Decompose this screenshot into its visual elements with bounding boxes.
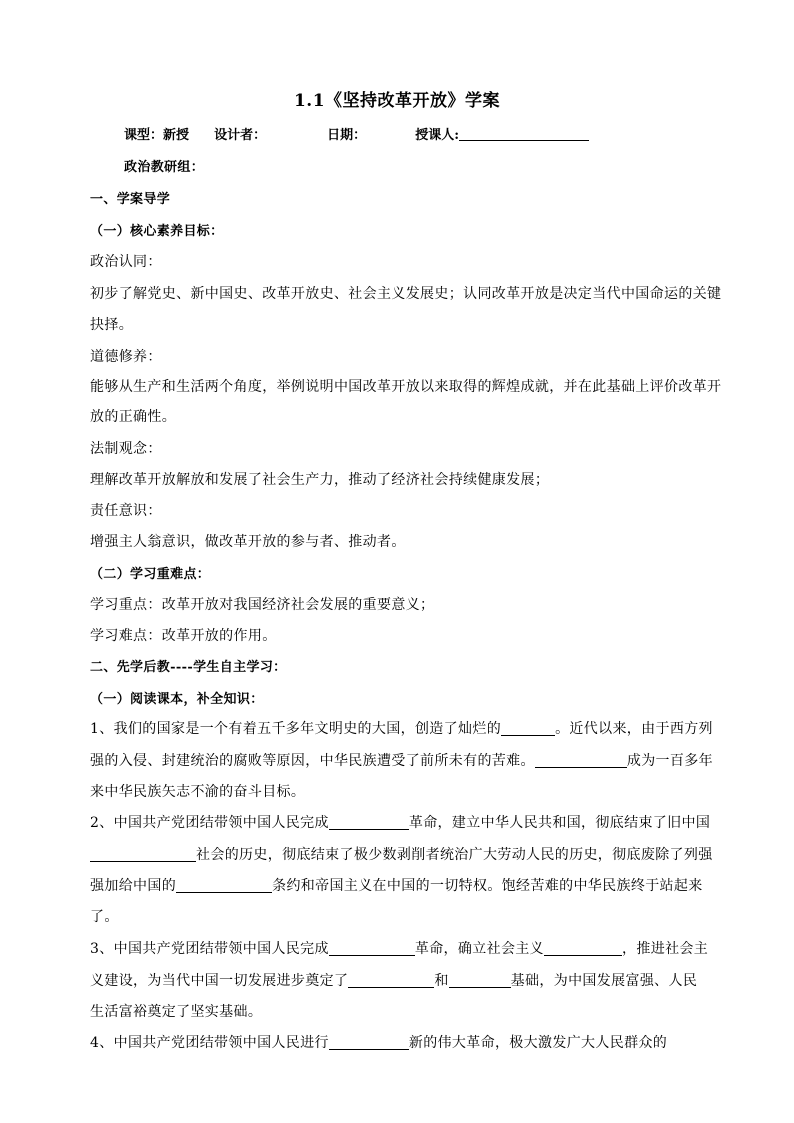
q2-line-3 — [90, 875, 703, 895]
q2-text-1a: 2、中国共产党团结带领中国人民完成 — [90, 815, 329, 831]
q3-line-3: 生活富裕奠定了坚实基础。 — [90, 1004, 263, 1020]
q4-blank-1[interactable] — [329, 1035, 409, 1050]
q1-text-1b: 。近代以来，由于西方列 — [555, 721, 713, 737]
q3-text-2a: 义建设，为当代中国一切发展进步奠定了 — [90, 973, 349, 989]
section-1-heading: 一、学案导学 — [90, 192, 171, 207]
political-label: 政治认同： — [90, 254, 162, 270]
q3-blank-1[interactable] — [329, 941, 415, 956]
q2-text-3a: 强加给中国的 — [90, 878, 177, 894]
section-1-sub-1: （一）核心素养目标： — [90, 224, 224, 239]
key-point: 学习重点：改革开放对我国经济社会发展的重要意义； — [90, 597, 435, 613]
section-1-sub-2: （二）学习重难点： — [90, 567, 211, 582]
teacher-label: 授课人: — [415, 128, 460, 143]
q1-line-1 — [90, 718, 713, 738]
designer-label: 设计者： — [214, 128, 267, 143]
q4-text-1a: 4、中国共产党团结带领中国人民进行 — [90, 1035, 329, 1051]
q3-text-1b: 革命，确立社会主义 — [414, 941, 545, 957]
q1-text-2b: 成为一百多年 — [626, 753, 713, 769]
q2-text-3b: 条约和帝国主义在中国的一切特权。饱经苦难的中华民族终于站起来 — [272, 878, 703, 894]
responsibility-label: 责任意识： — [90, 503, 162, 519]
q3-blank-3[interactable] — [348, 973, 434, 988]
q2-text-1b: 革命，建立中华人民共和国，彻底结束了旧中国 — [408, 815, 711, 831]
meta-row — [124, 124, 589, 143]
course-type: 课型：新授 — [124, 128, 190, 143]
q3-text-2b: 和 — [434, 973, 449, 989]
date-label: 日期： — [327, 128, 367, 143]
political-text-2: 抉择。 — [90, 317, 134, 333]
q2-line-4: 了。 — [90, 909, 119, 925]
q3-line-2 — [90, 970, 697, 990]
q3-text-1c: ，推进社会主 — [622, 941, 709, 957]
q2-line-1 — [90, 812, 710, 832]
q1-line-2 — [90, 750, 713, 770]
law-text: 理解改革开放解放和发展了社会生产力，推动了经济社会持续健康发展； — [90, 472, 550, 488]
moral-text-1: 能够从生产和生活两个角度，举例说明中国改革开放以来取得的辉煌成就，并在此基础上评价改革开 — [90, 379, 722, 395]
q3-blank-2[interactable] — [544, 941, 622, 956]
q4-text-1b: 新的伟大革命，极大激发广大人民群众的 — [408, 1035, 668, 1051]
q3-text-1a: 3、中国共产党团结带领中国人民完成 — [90, 941, 329, 957]
q1-text-1a: 1、我们的国家是一个有着五千多年文明史的大国，创造了灿烂的 — [90, 721, 502, 737]
group-label: 政治教研组： — [124, 160, 205, 175]
q2-blank-1[interactable] — [329, 815, 409, 830]
moral-text-2: 放的正确性。 — [90, 409, 177, 425]
difficult-point: 学习难点：改革开放的作用。 — [90, 628, 277, 644]
q3-text-2c: 基础，为中国发展富强、人民 — [510, 973, 698, 989]
q2-blank-3[interactable] — [176, 878, 272, 893]
q3-line-1 — [90, 938, 708, 958]
section-2-heading: 二、先学后教----学生自主学习： — [90, 660, 287, 675]
document-title: 1.1《坚持改革开放》学案 — [293, 91, 501, 111]
q1-blank-1[interactable] — [501, 721, 555, 736]
teacher-blank[interactable] — [459, 127, 589, 141]
section-2-sub-1: （一）阅读课本，补全知识： — [90, 692, 264, 707]
law-label: 法制观念： — [90, 441, 162, 457]
q2-blank-2[interactable] — [90, 847, 196, 862]
q4-line-1 — [90, 1032, 667, 1052]
q1-blank-2[interactable] — [535, 753, 627, 768]
moral-label: 道德修养： — [90, 349, 162, 365]
responsibility-text: 增强主人翁意识，做改革开放的参与者、推动者。 — [90, 534, 406, 550]
q2-line-2 — [90, 844, 713, 864]
q3-blank-4[interactable] — [449, 973, 511, 988]
q2-text-2b: 社会的历史，彻底结束了极少数剥削者统治广大劳动人民的历史，彻底废除了列强 — [196, 847, 713, 863]
q1-line-3: 来中华民族矢志不渝的奋斗目标。 — [90, 784, 306, 800]
q1-text-2a: 强的入侵、封建统治的腐败等原因，中华民族遭受了前所未有的苦难。 — [90, 753, 535, 769]
political-text-1: 初步了解党史、新中国史、改革开放史、社会主义发展史；认同改革开放是决定当代中国命运的关键 — [90, 286, 722, 302]
